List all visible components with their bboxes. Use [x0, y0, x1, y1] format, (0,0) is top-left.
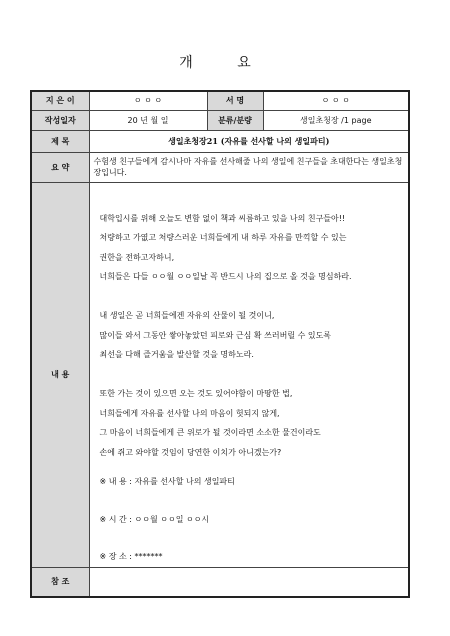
signature-value: ㅇ ㅇ ㅇ	[263, 91, 409, 110]
overview-form	[30, 90, 410, 598]
author-label: 지 은 이	[31, 91, 89, 110]
summary-label: 요 약	[31, 152, 89, 182]
document-title: 생일초청장21 (자유를 선사할 나의 생일파티)	[89, 130, 409, 152]
detail-what: ※ 내 용 : 자유를 선사할 나의 생일파티	[99, 477, 235, 486]
title-label: 제 목	[31, 130, 89, 152]
content-line: 너희들은 다들 ㅇㅇ월 ㅇㅇ일날 꼭 반드시 나의 집으로 올 것을 명심하라.	[99, 272, 352, 281]
content-line: 많이들 와서 그동안 쌓아놓았던 피로와 근심 확 쓰러버릴 수 있도록	[99, 330, 332, 340]
content-body	[89, 182, 409, 567]
date-value: 20 년 월 일	[89, 110, 207, 130]
detail-place: ※ 장 소 : *******	[99, 552, 163, 561]
category-label: 분류/분량	[207, 110, 263, 130]
detail-time: ※ 시 간 : ㅇㅇ월 ㅇㅇ일 ㅇㅇ시	[99, 514, 210, 524]
content-line: 처량하고 가엾고 처량스러운 너희들에게 내 하루 자유를 만끽할 수 있는	[99, 233, 347, 242]
content-line: 또한 가는 것이 있으면 오는 것도 있어야함이 마땅한 법,	[99, 389, 293, 398]
signature-label: 서 명	[207, 91, 263, 110]
content-line: 권한을 전하고자하니,	[99, 252, 175, 262]
summary-text: 수험생 친구들에게 감시나마 자유를 선사해줄 나의 생일에 친구들을 초대한다는 생일초청장입니다.	[89, 152, 409, 182]
content-line: 대학입시를 위해 오늘도 변함 없이 책과 씨름하고 있을 나의 친구들아!!	[99, 213, 346, 223]
page-title: 개 요	[179, 55, 271, 71]
content-line: 너희들에게 자유를 선사할 나의 마음이 헛되지 않게,	[99, 408, 280, 418]
category-value: 생일초청장 /1 page	[263, 110, 409, 130]
reference-value	[89, 567, 409, 597]
content-line: 그 마음이 너희들에게 큰 위로가 될 것이라면 소소한 물건이라도	[99, 428, 321, 437]
reference-label: 참 조	[31, 567, 89, 597]
date-label: 작성일자	[31, 110, 89, 130]
author-value: ㅇ ㅇ ㅇ	[89, 91, 207, 110]
content-line: 최선을 다해 즐거움을 발산할 것을 명하노라.	[99, 350, 254, 359]
content-line: 손에 쥐고 와야할 것임이 당연한 이치가 아니겠는가?	[99, 447, 282, 457]
content-line: 내 생일은 곧 너희들에겐 자유의 산물이 될 것이니,	[99, 311, 275, 320]
content-label: 내 용	[31, 182, 89, 567]
